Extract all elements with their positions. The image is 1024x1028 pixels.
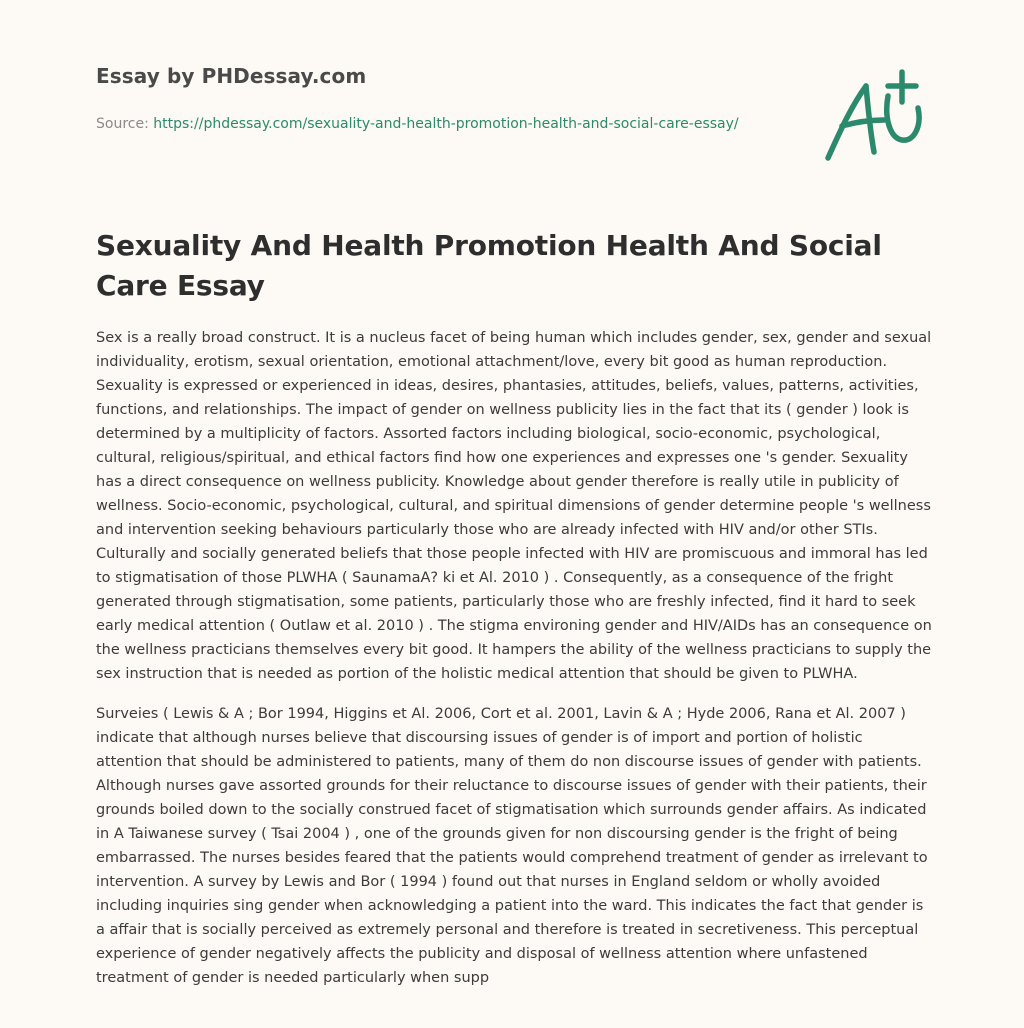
source-line xyxy=(96,113,756,135)
source-link[interactable]: https://phdessay.com/sexuality-and-health-promotion-health-and-social-care-essay/ xyxy=(153,116,739,132)
essay-paragraph: Surveies ( Lewis & A ; Bor 1994, Higgins et Al. 2006, Cort et al. 2001, Lavin & A ; Hyde 2006, Rana et Al. 2007 ) indicate that although nurses believe that discoursing issues of gender is of import and portion of holistic attention that should be administered to patients, many of them do non discourse issues of gender with patients. Although nurses gave assorted grounds for their reluctance to discourse issues of gender with their patients, their grounds boiled down to the socially construed facet of stigmatisation which surrounds gender affairs. As indicated in A Taiwanese survey ( Tsai 2004 ) , one of the grounds given for non discoursing gender is the fright of being embarrassed. The nurses besides feared that the patients would comprehend treatment of gender as irrelevant to intervention. A survey by Lewis and Bor ( 1994 ) found out that nurses in England seldom or wholly avoided including inquiries sing gender when acknowledging a patient into the ward. This indicates the fact that gender is a affair that is socially perceived as extremely personal and therefore is treated in secretiveness. This perceptual experience of gender negatively affects the publicity and disposal of wellness attention where unfastened treatment of gender is needed particularly when supp xyxy=(96,706,928,986)
essay-body xyxy=(96,326,932,1006)
a-plus-logo xyxy=(824,68,928,164)
essay-paragraph: Sex is a really broad construct. It is a nucleus facet of being human which includes gender, sex, gender and sexual individuality, erotism, sexual orientation, emotional attachment/love, every bit good as human reproduction. Sexuality is expressed or experienced in ideas, desires, phantasies, attitudes, beliefs, values, patterns, activities, functions, and relationships. The impact of gender on wellness publicity lies in the fact that its ( gender ) look is determined by a multiplicity of factors. Assorted factors including biological, socio-economic, psychological, cultural, religious/spiritual, and ethical factors find how one experiences and expresses one 's gender. Sexuality has a direct consequence on wellness publicity. Knowledge about gender therefore is really utile in publicity of wellness. Socio-economic, psychological, cultural, and spiritual dimensions of gender determine people 's wellness and intervention seeking behaviours particularly those who are already infected with HIV and/or other STIs. Culturally and socially generated beliefs that those people infected with HIV are promiscuous and immoral has led to stigmatisation of those PLWHA ( SaunamaA? ki et Al. 2010 ) . Consequently, as a consequence of the fright generated through stigmatisation, some patients, particularly those who are freshly infected, find it hard to seek early medical attention ( Outlaw et al. 2010 ) . The stigma environing gender and HIV/AIDs has an consequence on the wellness practicians themselves every bit good. It hampers the ability of the wellness practicians to supply the sex instruction that is needed as portion of the holistic medical attention that should be given to PLWHA. xyxy=(96,330,932,682)
essay-title: Sexuality And Health Promotion Health And Social Care Essay xyxy=(96,229,882,302)
site-title: Essay by PHDessay.com xyxy=(96,64,367,88)
source-label: Source: xyxy=(96,116,154,132)
